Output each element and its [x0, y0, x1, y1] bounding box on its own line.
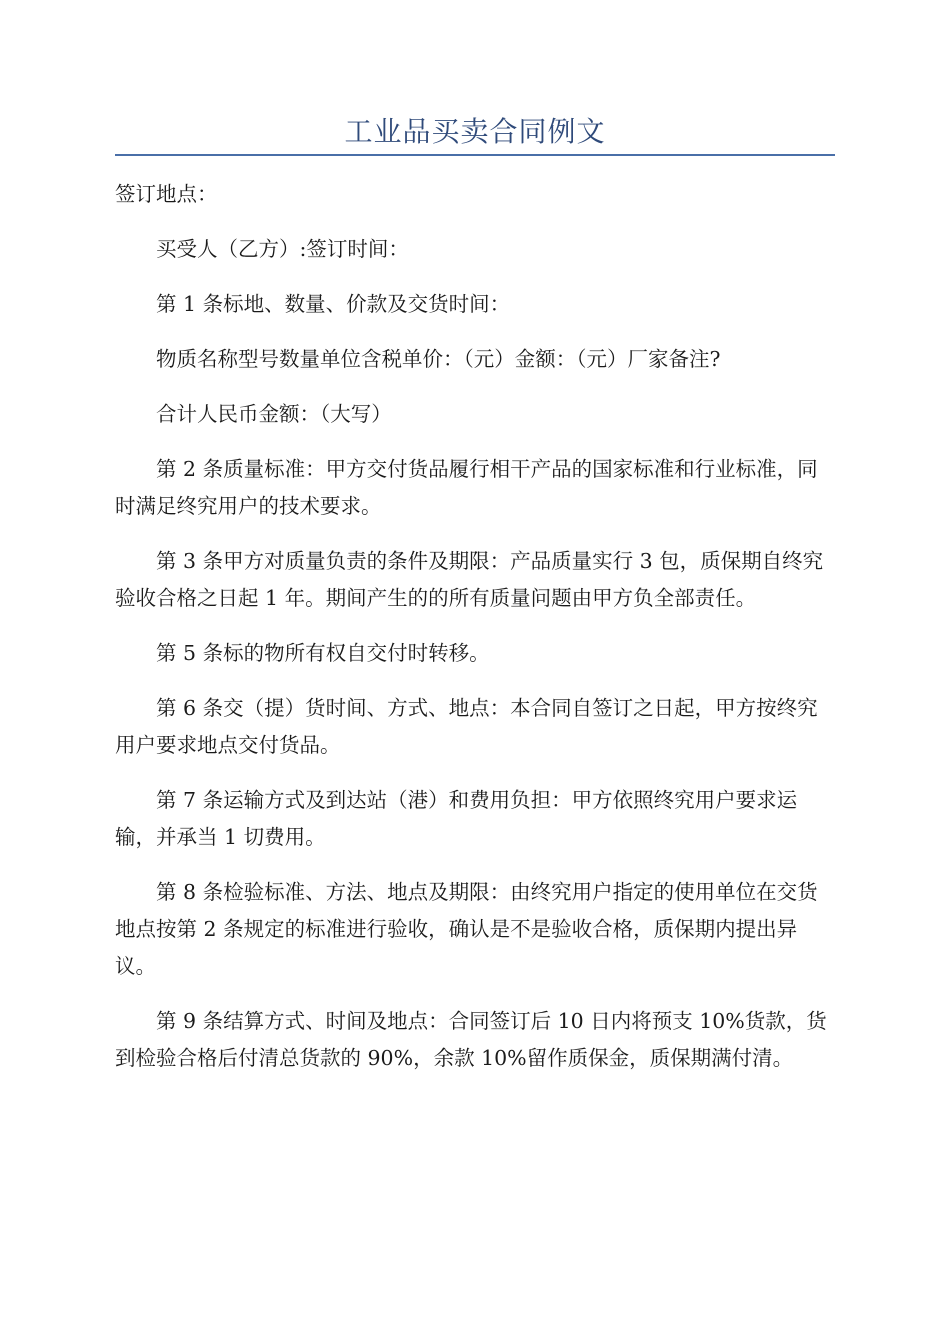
paragraph-clause-6: 第 6 条交（提）货时间、方式、地点：本合同自签订之日起，甲方按终究用户要求地点交付货品。: [115, 696, 818, 757]
paragraph-buyer: 买受人（乙方）:签订时间：: [156, 237, 409, 261]
document-title: 工业品买卖合同例文: [344, 115, 606, 148]
paragraph-clause-9: 第 9 条结算方式、时间及地点：合同签订后 10 日内将预支 10%货款，货到检验合格后付清总货款的 90%，余款 10%留作质保金，质保期满付清。: [115, 1009, 827, 1070]
paragraph-total-amount: 合计人民币金额：（大写）: [156, 402, 392, 426]
title-underline: [115, 154, 835, 156]
paragraph-clause-1: 第 1 条标地、数量、价款及交货时间：: [156, 292, 511, 316]
paragraph-clause-3: 第 3 条甲方对质量负责的条件及期限：产品质量实行 3 包，质保期自终究验收合格之日起 1 年。期间产生的的所有质量问题由甲方负全部责任。: [115, 549, 824, 610]
paragraph-clause-5: 第 5 条标的物所有权自交付时转移。: [156, 641, 490, 665]
paragraph-clause-8: 第 8 条检验标准、方法、地点及期限：由终究用户指定的使用单位在交货地点按第 2 条规定的标准进行验收，确认是不是验收合格，质保期内提出异议。: [115, 880, 818, 978]
paragraph-goods-columns: 物质名称型号数量单位含税单价：（元）金额：（元）厂家备注?: [156, 347, 721, 371]
paragraph-clause-7: 第 7 条运输方式及到达站（港）和费用负担：甲方依照终究用户要求运输，并承当 1 切费用。: [115, 788, 798, 849]
paragraph-signing-place: 签订地点：: [115, 182, 218, 206]
document-body: [115, 176, 835, 1095]
paragraph-clause-2: 第 2 条质量标准：甲方交付货品履行相干产品的国家标准和行业标准，同时满足终究用户的技术要求。: [115, 457, 818, 518]
